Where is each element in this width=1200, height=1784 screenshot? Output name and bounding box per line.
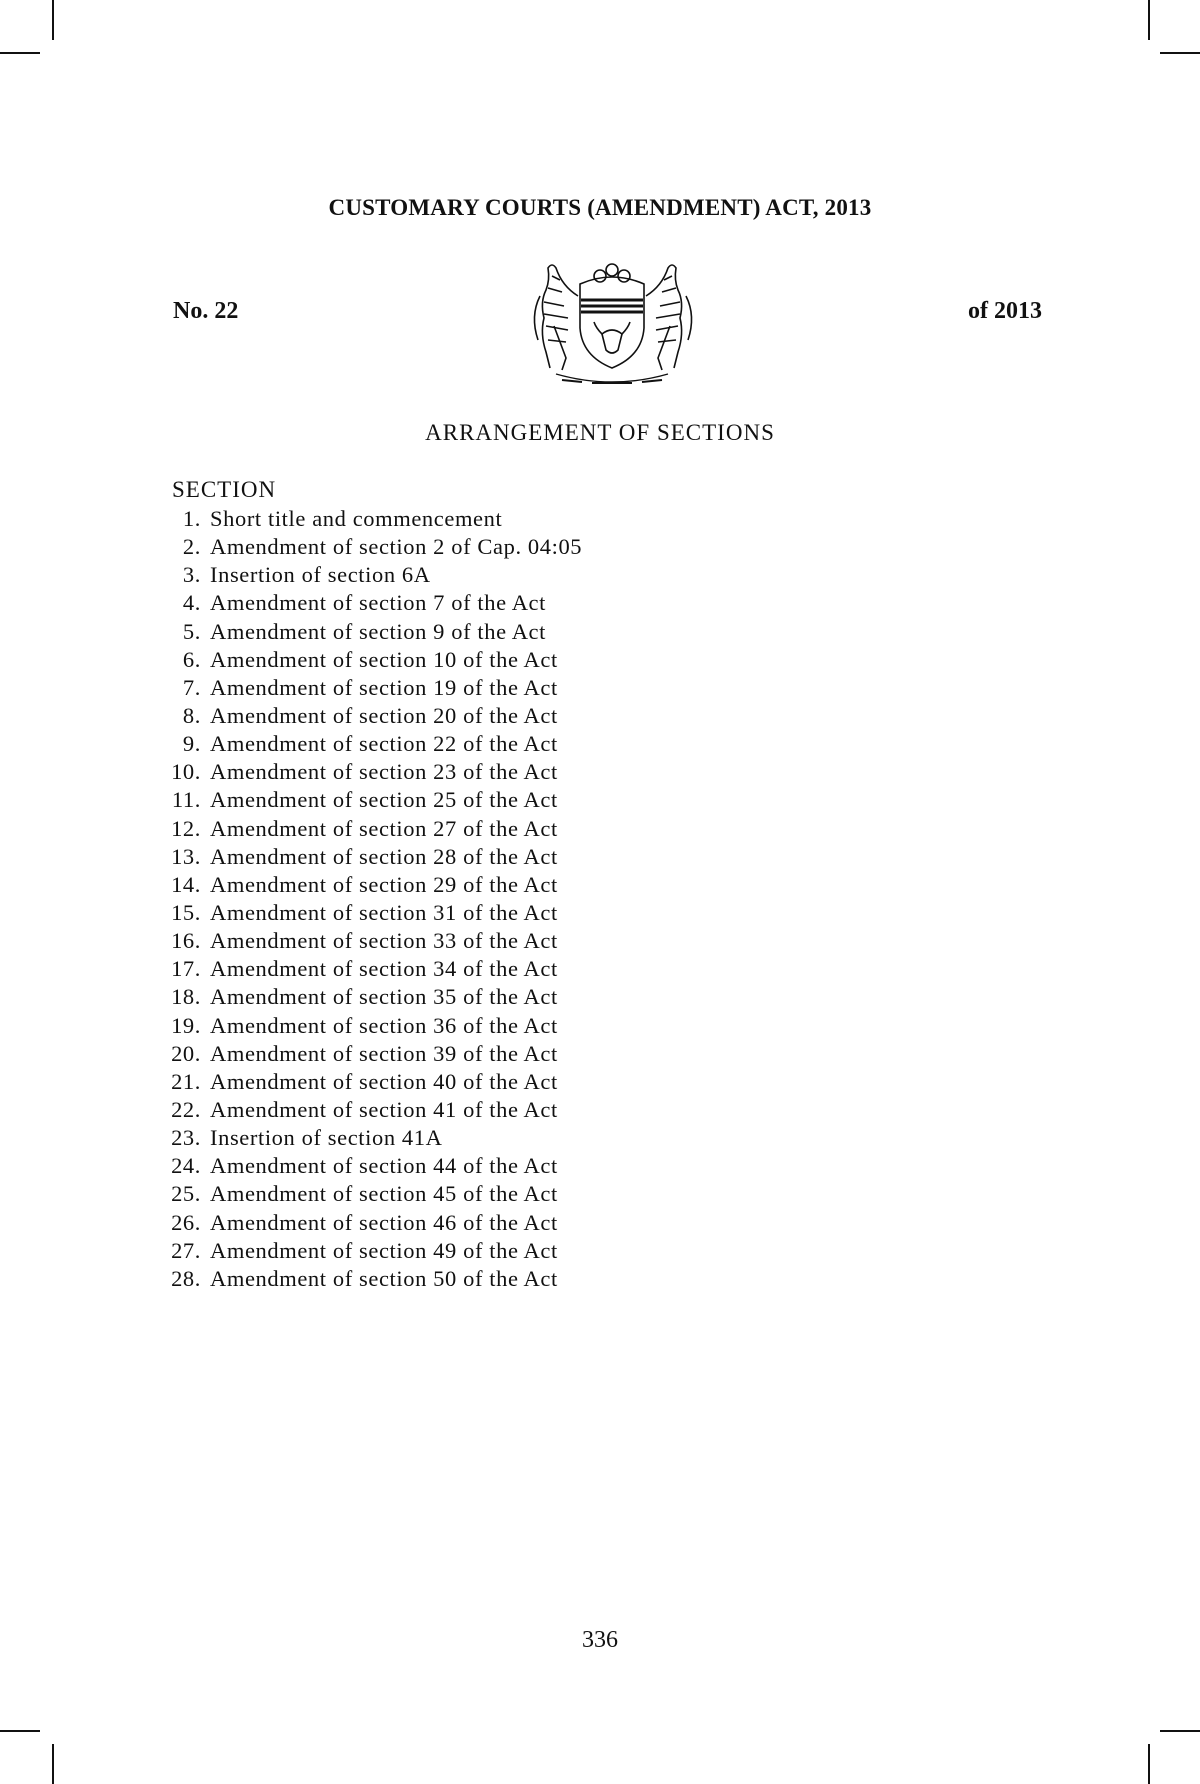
crop-mark (1160, 52, 1200, 54)
list-item (165, 561, 582, 589)
crop-mark (52, 1744, 54, 1784)
section-title: Amendment of section 28 of the Act (210, 843, 558, 869)
section-number: 9. (182, 731, 201, 757)
section-title: Insertion of section 41A (210, 1125, 443, 1151)
section-number: 18. (171, 984, 201, 1010)
act-number: No. 22 (173, 298, 239, 324)
section-number: 5. (182, 618, 201, 644)
section-number: 21. (171, 1068, 201, 1094)
section-title: Amendment of section 23 of the Act (210, 759, 558, 785)
section-number: 4. (182, 590, 201, 616)
list-item (165, 1012, 582, 1040)
botswana-coat-of-arms-icon (522, 256, 702, 390)
sections-list (165, 505, 582, 1293)
section-title: Amendment of section 29 of the Act (210, 871, 558, 897)
list-item (165, 871, 582, 899)
section-title: Insertion of section 6A (210, 562, 431, 588)
list-item (165, 618, 582, 646)
list-item (165, 533, 582, 561)
list-item (165, 955, 582, 983)
section-title: Amendment of section 40 of the Act (210, 1068, 558, 1094)
section-number: 27. (171, 1237, 201, 1263)
section-number: 10. (171, 759, 201, 785)
list-item (165, 1265, 582, 1293)
section-title: Amendment of section 50 of the Act (210, 1265, 558, 1291)
list-item (165, 983, 582, 1011)
section-number: 16. (171, 928, 201, 954)
section-number: 6. (182, 646, 201, 672)
section-title: Amendment of section 44 of the Act (210, 1153, 558, 1179)
section-number: 25. (171, 1181, 201, 1207)
arrangement-heading: ARRANGEMENT OF SECTIONS (425, 420, 775, 445)
section-number: 2. (182, 534, 201, 560)
list-item (165, 674, 582, 702)
section-number: 19. (171, 1012, 201, 1038)
list-item (165, 1180, 582, 1208)
section-title: Amendment of section 39 of the Act (210, 1040, 558, 1066)
list-item (165, 646, 582, 674)
section-number: 13. (171, 843, 201, 869)
list-item (165, 730, 582, 758)
section-title: Amendment of section 10 of the Act (210, 646, 558, 672)
section-title: Amendment of section 31 of the Act (210, 899, 558, 925)
list-item (165, 758, 582, 786)
list-item (165, 1209, 582, 1237)
list-item (165, 1040, 582, 1068)
list-item (165, 1237, 582, 1265)
crop-mark (52, 0, 54, 40)
section-number: 3. (182, 562, 201, 588)
section-title: Amendment of section 35 of the Act (210, 984, 558, 1010)
page-number: 336 (582, 1627, 618, 1653)
section-number: 28. (171, 1265, 201, 1291)
section-title: Amendment of section 33 of the Act (210, 928, 558, 954)
list-item (165, 843, 582, 871)
section-number: 20. (171, 1040, 201, 1066)
crop-mark (1160, 1730, 1200, 1732)
act-year: of 2013 (968, 298, 1042, 324)
section-title: Amendment of section 34 of the Act (210, 956, 558, 982)
list-item (165, 1096, 582, 1124)
section-number: 1. (182, 506, 201, 531)
section-title: Amendment of section 49 of the Act (210, 1237, 558, 1263)
section-title: Amendment of section 22 of the Act (210, 731, 558, 757)
list-item (165, 927, 582, 955)
list-item (165, 1068, 582, 1096)
crop-mark (1148, 0, 1150, 40)
section-title: Amendment of section 27 of the Act (210, 815, 558, 841)
list-item (165, 505, 582, 533)
section-number: 26. (171, 1209, 201, 1235)
section-title: Amendment of section 19 of the Act (210, 674, 558, 700)
section-number: 11. (171, 787, 201, 813)
section-title: Amendment of section 45 of the Act (210, 1181, 558, 1207)
list-item (165, 589, 582, 617)
section-number: 24. (171, 1153, 201, 1179)
crop-mark (1148, 1744, 1150, 1784)
crop-mark (0, 52, 40, 54)
section-number: 14. (171, 871, 201, 897)
list-item (165, 815, 582, 843)
list-item (165, 899, 582, 927)
section-title: Short title and commencement (210, 506, 503, 531)
section-number: 22. (171, 1096, 201, 1122)
section-title: Amendment of section 9 of the Act (210, 618, 546, 644)
section-title: Amendment of section 36 of the Act (210, 1012, 558, 1038)
section-title: Amendment of section 20 of the Act (210, 702, 558, 728)
section-title: Amendment of section 25 of the Act (210, 787, 558, 813)
list-item (165, 702, 582, 730)
act-title: CUSTOMARY COURTS (AMENDMENT) ACT, 2013 (328, 195, 872, 220)
section-number: 8. (182, 702, 201, 728)
list-item (165, 786, 582, 814)
section-number: 15. (171, 899, 201, 925)
section-title: Amendment of section 41 of the Act (210, 1096, 558, 1122)
section-title: Amendment of section 46 of the Act (210, 1209, 558, 1235)
list-item (165, 1124, 582, 1152)
crop-mark (0, 1730, 40, 1732)
section-column-label: SECTION (172, 477, 277, 502)
section-number: 17. (171, 956, 201, 982)
section-title: Amendment of section 2 of Cap. 04:05 (210, 534, 583, 560)
list-item (165, 1152, 582, 1180)
section-number: 12. (171, 815, 201, 841)
section-number: 23. (171, 1125, 201, 1151)
section-title: Amendment of section 7 of the Act (210, 590, 546, 616)
section-number: 7. (182, 674, 201, 700)
